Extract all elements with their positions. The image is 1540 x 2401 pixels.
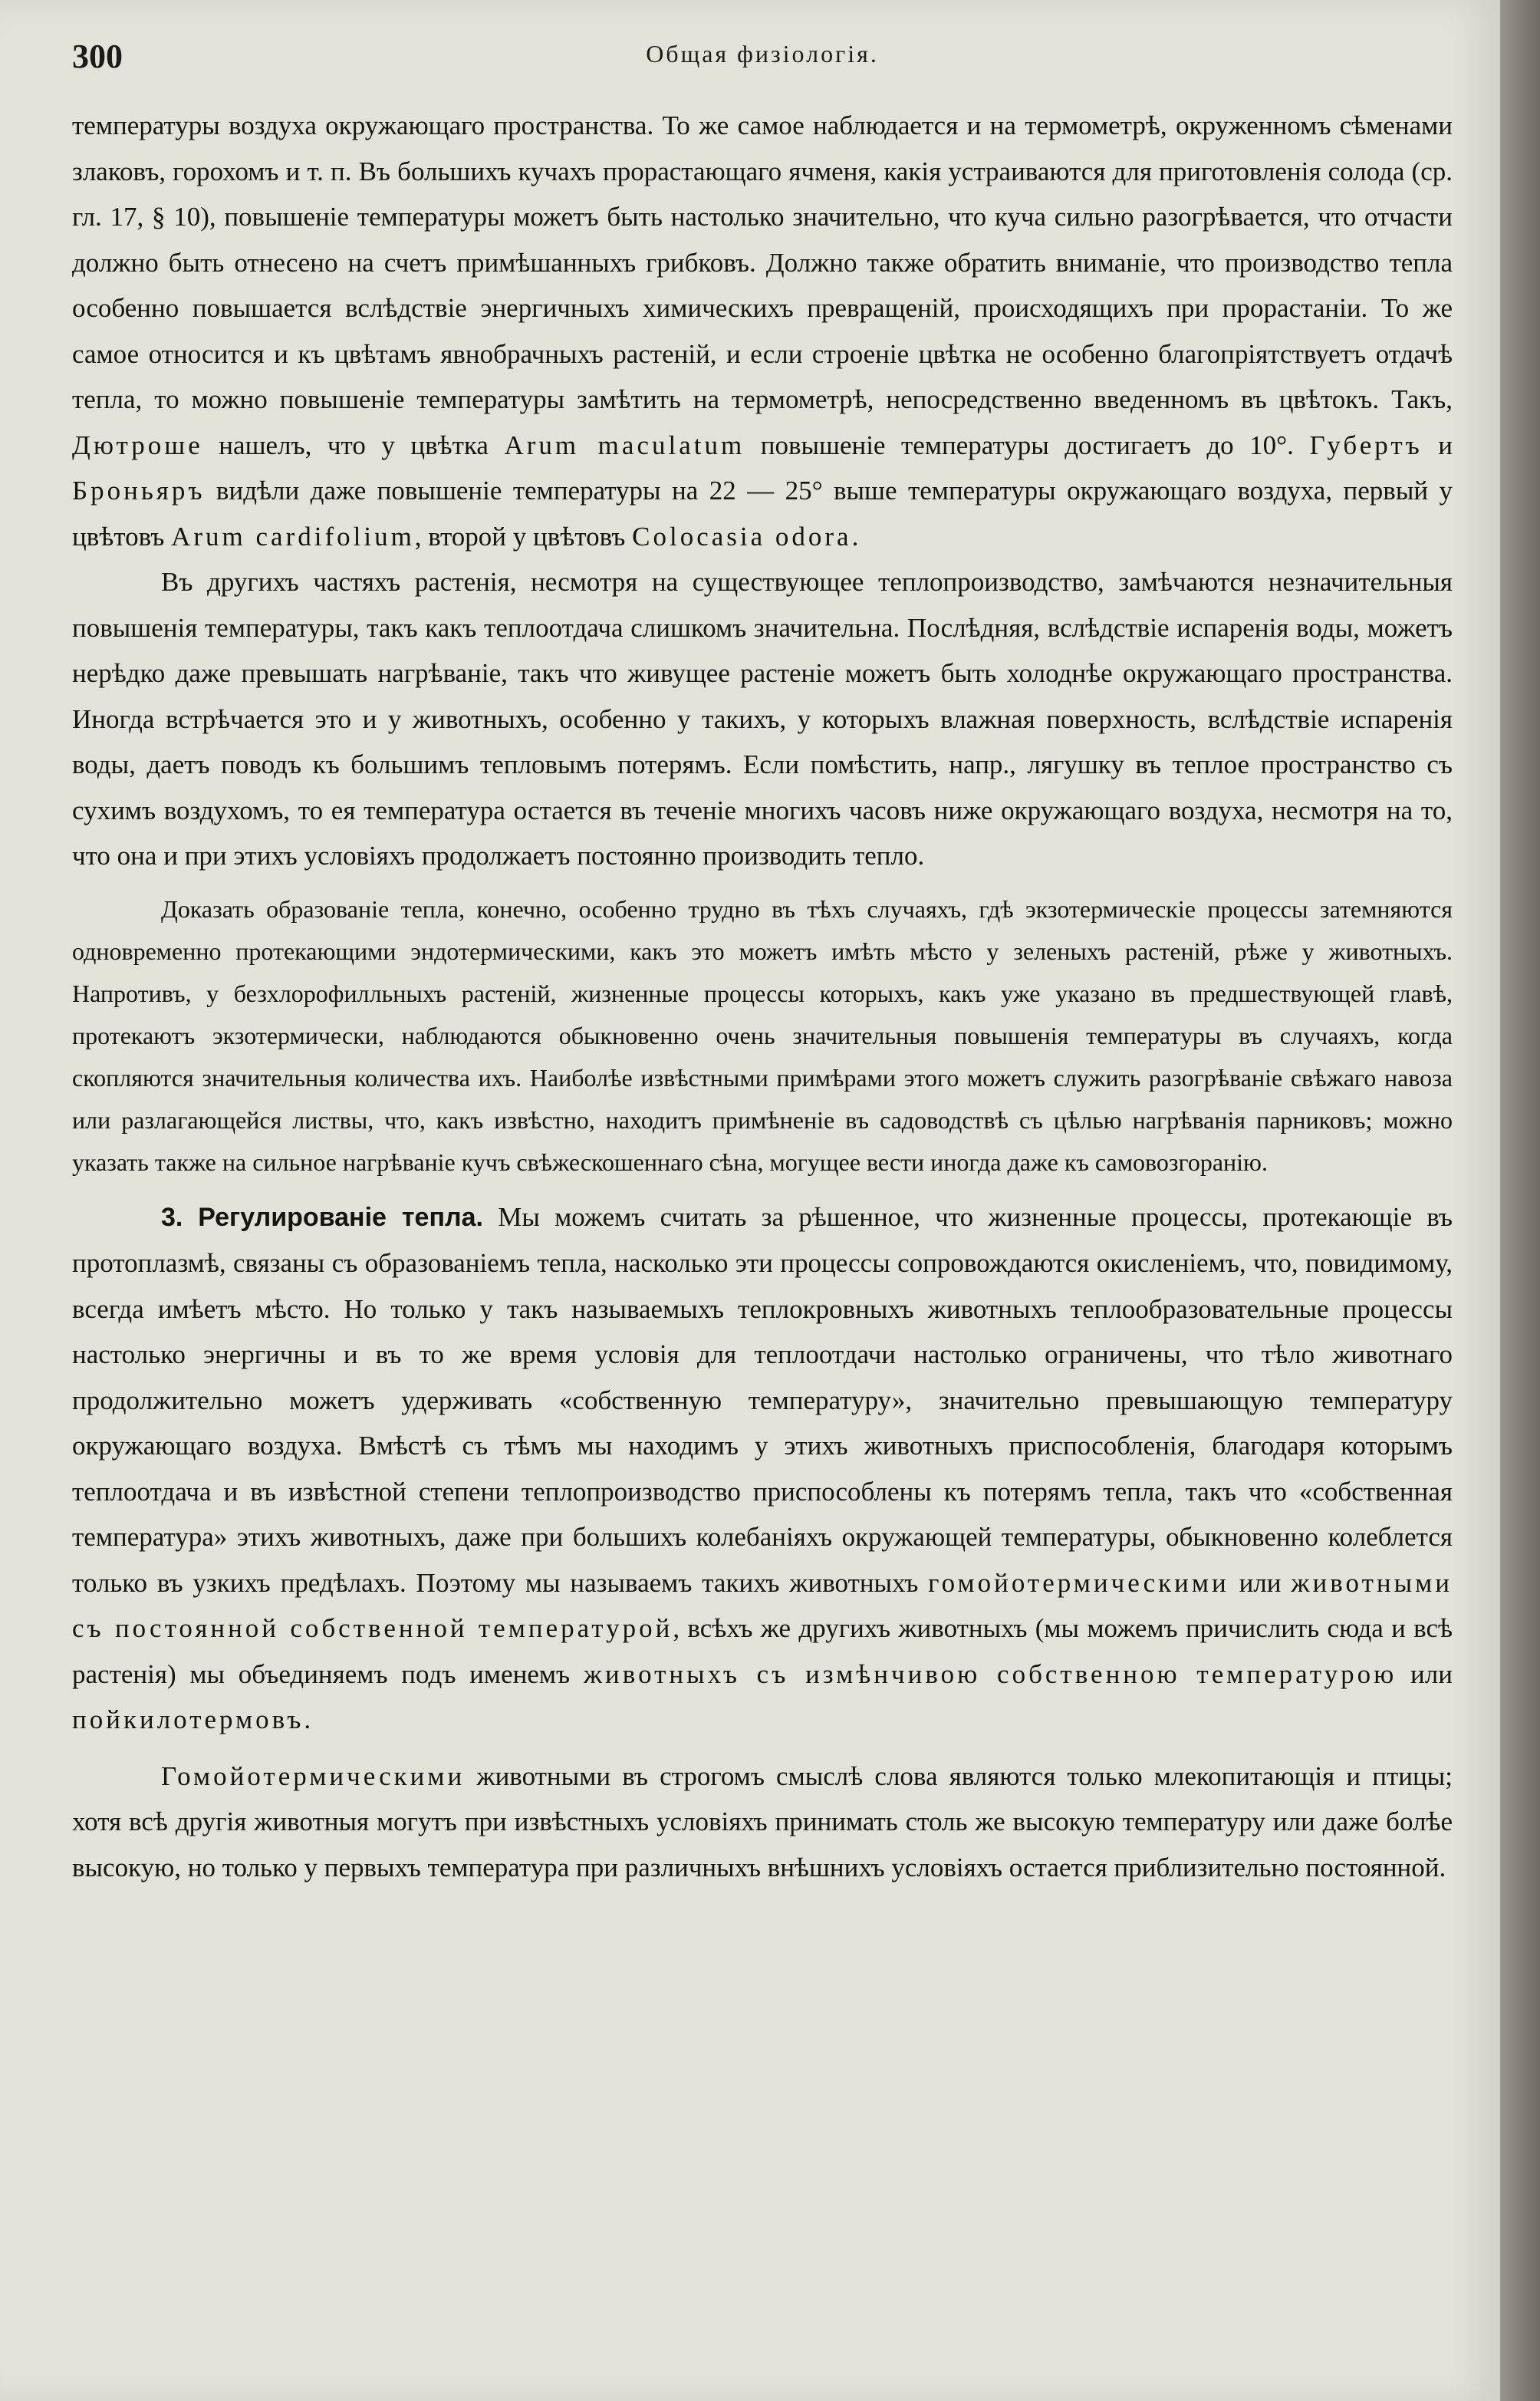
spaced-term: гомойотермическими: [928, 1567, 1229, 1598]
spaced-term: Губертъ: [1309, 430, 1423, 460]
text-run: Доказать образованiе тепла, конечно, особенно трудно въ тѣхъ случаяхъ, гдѣ экзотермическiе процессы затемняются одновременно протекающими эндотермическими, какъ это можетъ имѣть мѣсто у зеленыхъ растенiй, рѣже у животныхъ. Напротивъ, у безхлорофилльныхъ растенiй, жизненные процессы которыхъ, какъ уже указано въ предшествующей главѣ, протекаютъ экзотермически, наблюдаются обыкновенно очень значительныя повышенiя температуры въ случаяхъ, когда скопляются значительныя количества ихъ. Наиболѣе извѣстными примѣрами этого можетъ служить разогрѣванiе свѣжаго навоза или разлагающейся листвы, что, какъ извѣстно, находитъ примѣненiе въ садоводствѣ съ цѣлью нагрѣванiя парниковъ; можно указать также на сильное нагрѣванiе кучъ свѣжескошеннаго сѣна, могущее вести иногда даже къ самовозгоранiю.: [72, 894, 1453, 1176]
paragraph-continuation: [72, 103, 1453, 559]
section-heat-regulation: [72, 1194, 1453, 1743]
text-run: или: [1397, 1658, 1453, 1689]
text-run: животными въ строгомъ смыслѣ слова являются только млекопитающiя и птицы; хотя всѣ другiя животныя могутъ при извѣстныхъ условiяхъ принимать столь же высокую температуру или даже болѣе высокую, но только у первыхъ температура при различныхъ внѣшнихъ условiяхъ остается приблизительно постоянной.: [72, 1760, 1453, 1882]
text-run: нашелъ, что у цвѣтка: [202, 430, 505, 460]
text-run: и: [1422, 430, 1453, 460]
page-header: [72, 37, 1453, 83]
text-run: температуры воздуха окружающаго пространства. То же самое наблюдается и на термометрѣ, окруженномъ сѣменами злаковъ, горохомъ и т. п. Въ большихъ кучахъ прорастающаго ячменя, какiя устраиваются для приготовленiя солода (ср. гл. 17, § 10), повышенiе температуры можетъ быть настолько значительно, что куча сильно разогрѣвается, что отчасти должно быть отнесено на счетъ примѣшанныхъ грибковъ. Должно также обратить вниманiе, что производство тепла особенно повышается вслѣдствiе энергичныхъ химическихъ превращенiй, происходящихъ при прорастанiи. То же самое относится и къ цвѣтамъ явнобрачныхъ растенiй, и если строенiе цвѣтка не особенно благопрiятствуетъ отдачѣ тепла, то можно повышенiе температуры замѣтить на термометрѣ, непосредственно введенномъ въ цвѣтокъ. Такъ,: [72, 110, 1453, 414]
text-run: , второй у цвѣтовъ: [414, 521, 633, 552]
paragraph-homoiothermic: [72, 1754, 1453, 1891]
text-run: Мы можемъ считать за рѣшенное, что жизненные процессы, протекающiе въ протоплазмѣ, связаны съ образованiемъ тепла, насколько эти процессы сопровождаются окисленiемъ, что, повидимому, всегда имѣетъ мѣсто. Но только у такъ называемыхъ теплокровныхъ животныхъ теплообразовательные процессы настолько энергичны и въ то же время условiя для теплоотдачи настолько ограничены, что тѣло животнаго продолжительно можетъ удерживать «собственную температуру», значительно превышающую температуру окружающаго воздуха. Вмѣстѣ съ тѣмъ мы находимъ у этихъ животныхъ приспособленiя, благодаря которымъ теплоотдача и въ извѣстной степени теплопроизводство приспособлены къ потерямъ тепла, такъ что «собственная температура» этихъ животныхъ, даже при большихъ колебанiяхъ окружающей температуры, обыкновенно колеблется только въ узкихъ предѣлахъ. Поэтому мы называемъ такихъ животныхъ: [72, 1201, 1453, 1598]
running-title: Общая физiологiя.: [646, 40, 879, 68]
spaced-term: Гомойотермическими: [161, 1760, 466, 1791]
spaced-term: Arum maculatum: [504, 430, 745, 460]
spaced-term: животными съ постоянной собственной температурой: [72, 1567, 1453, 1643]
text-run: , всѣхъ же другихъ животныхъ (мы можемъ причислить сюда и всѣ растенiя) мы объединяемъ подъ именемъ: [72, 1613, 1453, 1689]
text-run: .: [304, 1704, 311, 1734]
text-run: или: [1229, 1567, 1292, 1598]
text-run: Въ другихъ частяхъ растенiя, несмотря на существующее теплопроизводство, замѣчаются незначительныя повышенiя температуры, такъ какъ теплоотдача слишкомъ значительна. Послѣдняя, вслѣдствiе испаренiя воды, можетъ нерѣдко даже превышать нагрѣванiе, такъ что живущее растенiе можетъ быть холоднѣе окружающаго пространства. Иногда встрѣчается это и у животныхъ, особенно у такихъ, у которыхъ влажная поверхность, вслѣдствiе испаренiя воды, даетъ поводъ къ большимъ тепловымъ потерямъ. Если помѣстить, напр., лягушку въ теплое пространство съ сухимъ воздухомъ, то ея температура остается въ теченiе многихъ часовъ ниже окружающаго воздуха, несмотря на то, что она и при этихъ условiяхъ продолжаетъ постоянно производить тепло.: [72, 567, 1453, 871]
spaced-term: пойкилотермовъ: [72, 1704, 304, 1734]
section-title: 3. Регулированiе тепла.: [161, 1202, 483, 1232]
page-number: 300: [72, 38, 123, 75]
text-run: повышенiе температуры достигаетъ до 10°.: [745, 430, 1310, 460]
spaced-term: Дютроше: [72, 430, 203, 460]
page-content: [72, 103, 1453, 1890]
paragraph-small-print: [72, 888, 1453, 1184]
spaced-term: Броньяръ: [72, 476, 206, 506]
spaced-term: Arum cardifolium: [171, 521, 415, 552]
spaced-term: животныхъ съ измѣнчивою собственною температурою: [583, 1658, 1397, 1689]
text-run: видѣли даже повышенiе температуры на 22 — 25° выше температуры окружающаго воздуха, первый у цвѣтовъ: [72, 476, 1453, 552]
paragraph-evaporation: [72, 559, 1453, 879]
spaced-term: Colocasia odora: [632, 521, 852, 552]
page-edge-shadow: [1500, 0, 1540, 2401]
text-run: .: [851, 521, 859, 552]
